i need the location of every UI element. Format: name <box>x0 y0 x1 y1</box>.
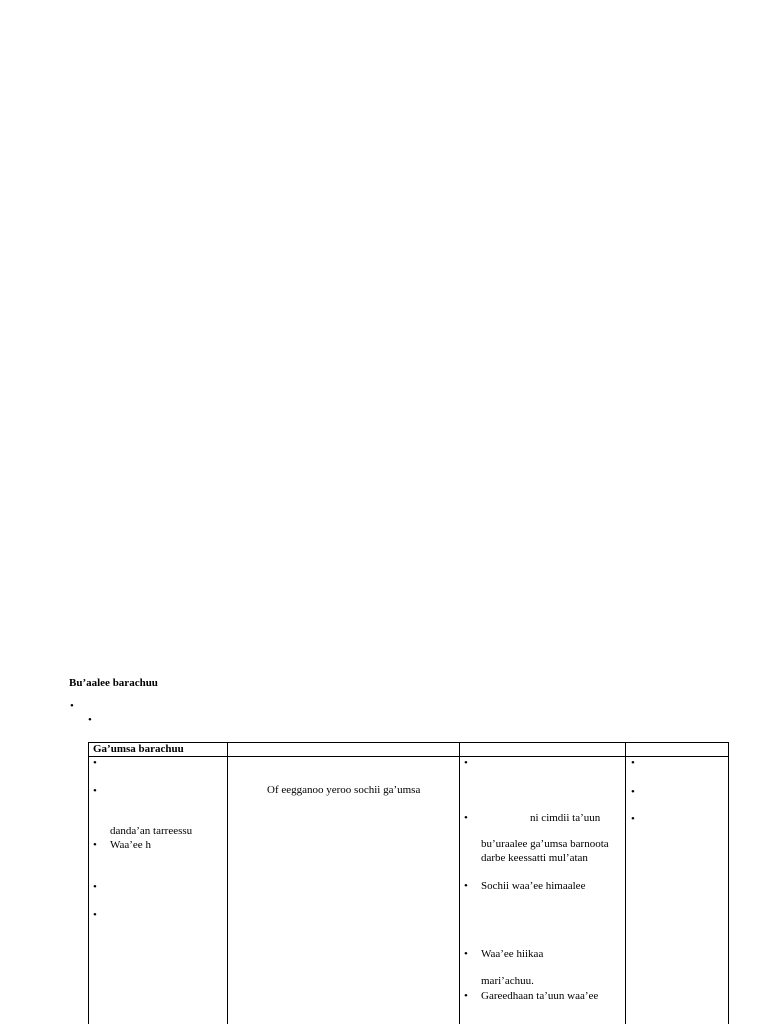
competency-table <box>88 742 729 1024</box>
table-cell-text: Waa’ee hiikaa <box>481 948 544 960</box>
table-bullet <box>93 757 97 770</box>
table-bullet <box>93 785 97 798</box>
table-bullet <box>631 786 635 799</box>
table-cell-text: Gareedhaan ta’uun waa’ee <box>481 990 599 1002</box>
table-cell-text: darbe keessatti mul’atan <box>481 852 588 864</box>
table-bullet <box>464 948 468 961</box>
table-bullet <box>631 813 635 826</box>
table-header-competency: Ga’umsa barachuu <box>93 743 184 755</box>
table-cell-text: Waa’ee h <box>110 839 151 851</box>
table-cell-text: ni cimdii ta’uun <box>530 812 601 824</box>
table-cell-text: danda’an tarreessu <box>110 825 193 837</box>
table-bullet <box>631 757 635 770</box>
table-cell-text: bu’uraalee ga’umsa barnoota <box>481 838 609 850</box>
table-cell-text: Of eegganoo yeroo sochii ga’umsa <box>267 784 421 796</box>
section-heading: Bu’aalee barachuu <box>69 677 158 689</box>
empty-subbullet <box>88 714 92 727</box>
table-cell-text: Sochii waa’ee himaalee <box>481 880 586 892</box>
table-cell-text: mari’achuu. <box>481 975 534 987</box>
table-bullet <box>464 812 468 825</box>
table-bullet <box>464 880 468 893</box>
table-bullet <box>464 990 468 1003</box>
table-bullet <box>464 757 468 770</box>
table-bullet <box>93 881 97 894</box>
table-column-divider <box>459 743 460 1024</box>
table-bullet <box>93 839 97 852</box>
empty-bullet <box>70 700 74 713</box>
table-bullet <box>93 909 97 922</box>
table-column-divider <box>227 743 228 1024</box>
table-column-divider <box>625 743 626 1024</box>
